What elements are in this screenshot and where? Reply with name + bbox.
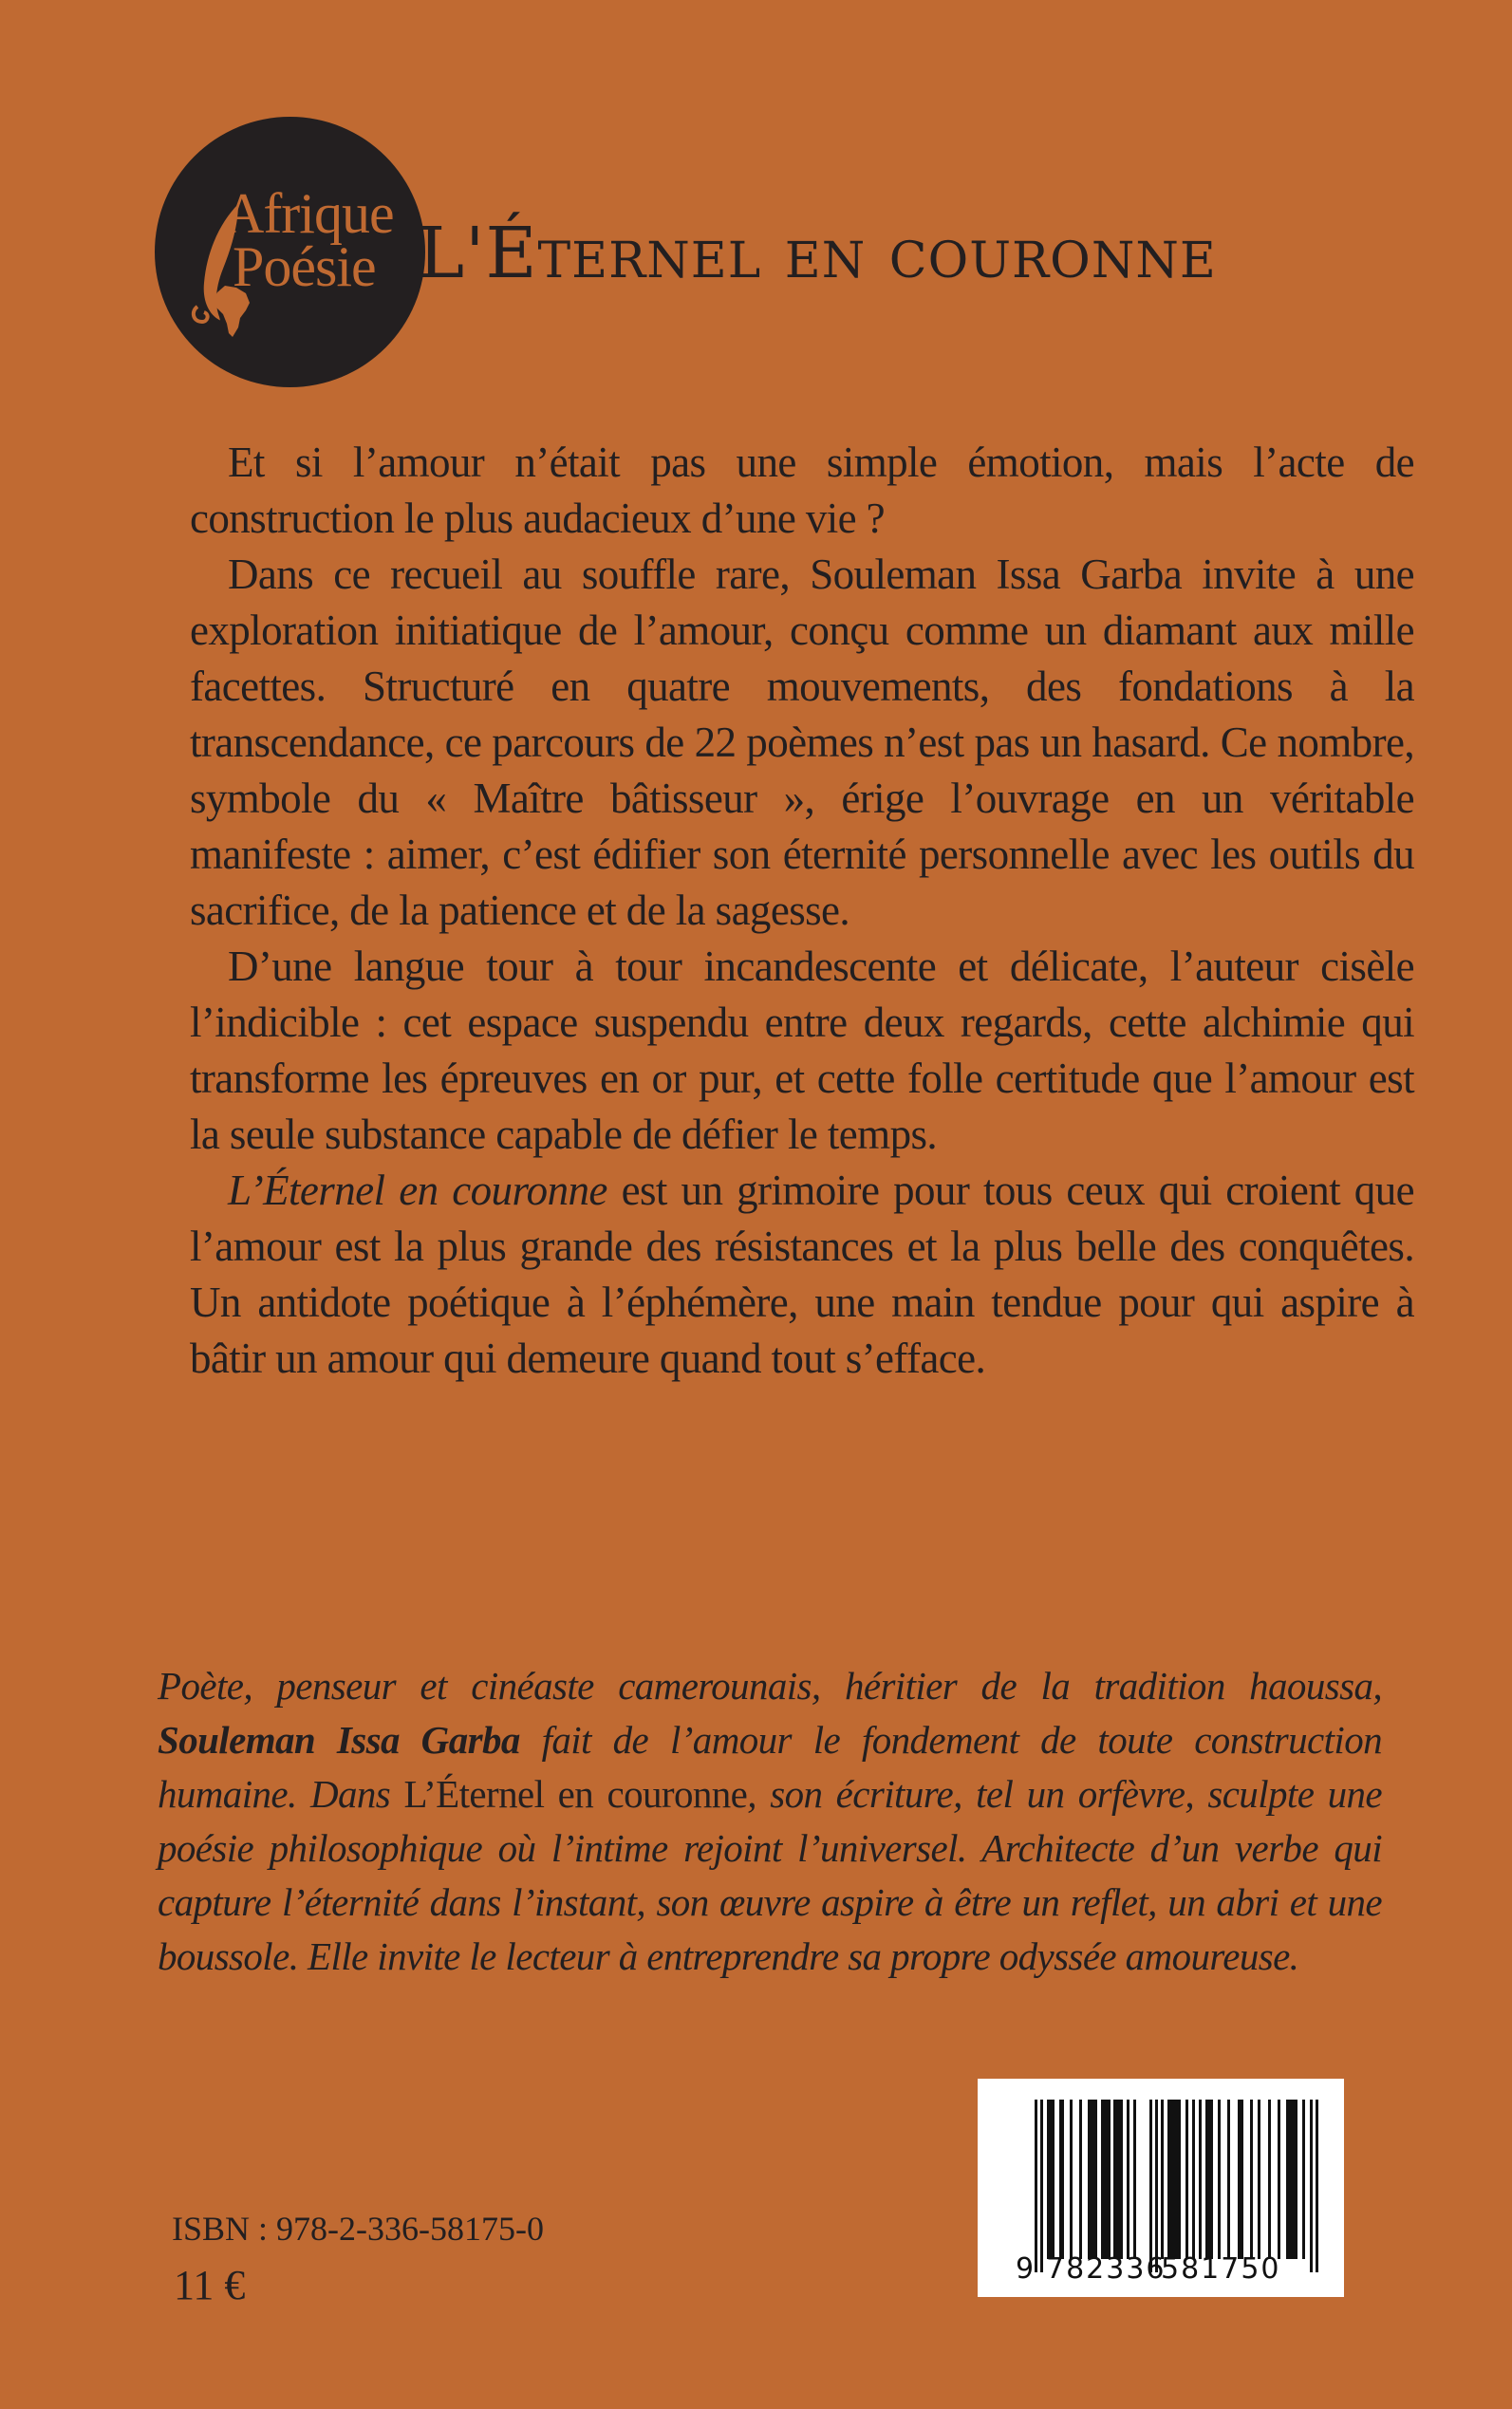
back-cover-blurb (190, 435, 1414, 1387)
barcode-icon (978, 2079, 1344, 2297)
blurb-paragraph: D’une langue tour à tour incandescente et délicate, l’auteur cisèle l’indicible : cet espace suspendu entre deux regards, cette alchimie qui transforme les épreuves en or pur, et cette folle certitude que l’amour est la seule substance capable de défier le temps. (190, 943, 1414, 1158)
logo-word-poesie: Poésie (233, 235, 376, 298)
blurb-paragraph-text: est un grimoire pour tous ceux qui croient que l’amour est la plus grande des résistances et la plus belle des conquêtes. Un antidote poétique à l’éphémère, une main tendue pour qui aspire à bâtir un amour qui demeure quand tout s’efface. (190, 1167, 1414, 1382)
barcode-first-digit: 9 (1016, 2252, 1035, 2286)
isbn-text: ISBN : 978-2-336-58175-0 (172, 2210, 544, 2248)
author-bio-end: , son écriture, tel un orfèvre, sculpte une poésie philosophique où l’intime rejoint l’universel. Architecte d’un verbe qui capture l’éternité dans l’instant, son œuvre aspire à être un reflet, un abri et une boussole. Elle invite le lecteur à entreprendre sa propre odyssée amoureuse. (158, 1772, 1382, 1978)
publisher-logo (155, 117, 425, 387)
author-bio-intro: Poète, penseur et cinéaste camerounais, héritier de la tradition haoussa, (158, 1664, 1382, 1708)
blurb-paragraph (190, 1163, 1414, 1387)
author-bio-book-title: L’Éternel en couronne (403, 1772, 748, 1816)
blurb-book-title: L’Éternel en couronne (228, 1167, 607, 1214)
author-bio (158, 1659, 1382, 1984)
logo-word-afrique: Afrique (223, 182, 394, 245)
blurb-paragraph: Dans ce recueil au souffle rare, Souleman Issa Garba invite à une exploration initiatique de l’amour, conçu comme un diamant aux mille facettes. Structuré en quatre mouvements, des fondations à la transcendance, ce parcours de 22 poèmes n’est pas un hasard. Ce nombre, symbole du « Maître bâtisseur », érige l’ouvrage en un véritable manifeste : aimer, c’est édifier son éternité personnelle avec les outils du sacrifice, de la patience et de la sagesse. (190, 551, 1414, 934)
barcode-right-digits: 581750 (1161, 2252, 1281, 2286)
book-title: L'Éternel en couronne (418, 213, 1217, 294)
author-name: Souleman Issa Garba (158, 1718, 520, 1762)
barcode-left-digits: 782336 (1046, 2252, 1167, 2286)
author-bio-middle: fait de l’amour le fondement de toute construction humaine. Dans (158, 1718, 1382, 1816)
isbn-barcode (978, 2079, 1344, 2297)
price: 11 € (174, 2262, 246, 2308)
author-bio-paragraph (158, 1659, 1382, 1984)
blurb-paragraph: Et si l’amour n’était pas une simple émotion, mais l’acte de construction le plus audacieux d’une vie ? (190, 439, 1414, 542)
